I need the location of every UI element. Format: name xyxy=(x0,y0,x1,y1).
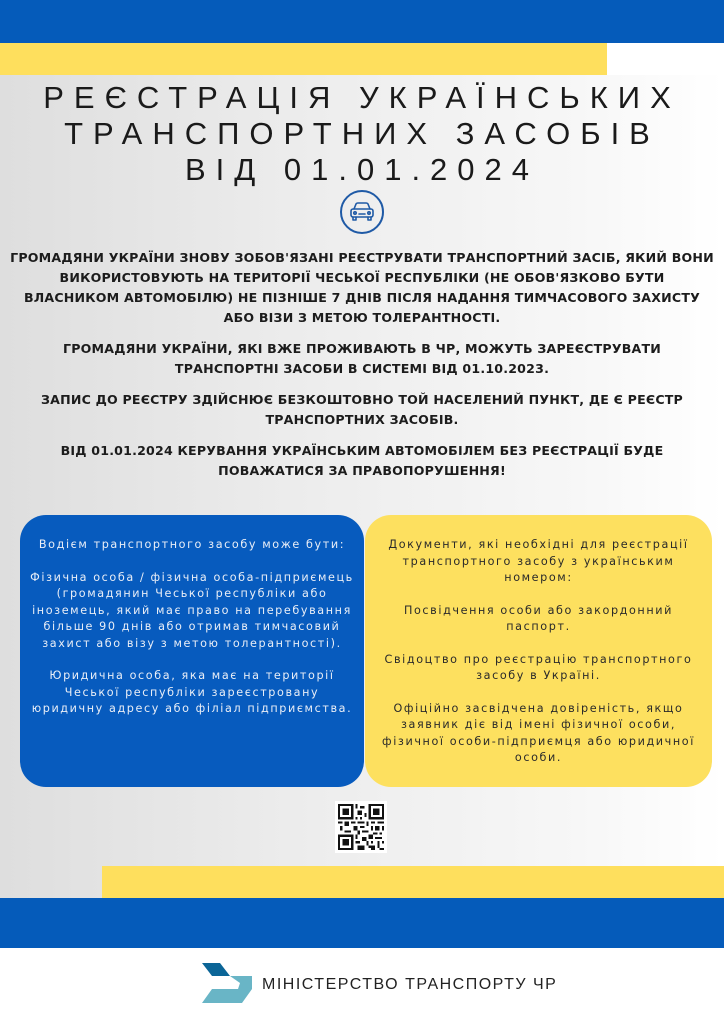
title-line-1: РЕЄСТРАЦІЯ УКРАЇНСЬКИХ xyxy=(43,80,681,115)
driver-box-paragraph: Юридична особа, яка має на території Чеської республіки зареєстровану юридичну адресу або філіал підприємства. xyxy=(31,669,353,715)
ministry-logo-icon xyxy=(200,963,254,1007)
intro-paragraph: ВІД 01.01.2024 КЕРУВАННЯ УКРАЇНСЬКИМ АВТОМОБІЛЕМ БЕЗ РЕЄСТРАЦІЇ БУДЕ ПОВАЖАТИСЯ ЗА ПРАВОПОРУШЕННЯ! xyxy=(60,443,664,478)
title-line-3: ВІД 01.01.2024 xyxy=(184,152,540,187)
footer xyxy=(200,965,557,1005)
documents-box-heading: Документи, які необхідні для реєстрації транспортного засобу з українським номером: xyxy=(388,538,689,584)
top-blue-band xyxy=(0,0,724,43)
documents-box-paragraph: Свідоцтво про реєстрацію транспортного засобу в Україні. xyxy=(384,652,693,682)
top-white-band xyxy=(607,43,724,75)
intro-paragraph: ЗАПИС ДО РЕЄСТРУ ЗДІЙСНЮЄ БЕЗКОШТОВНО ТОЙ НАСЕЛЕНИЙ ПУНКТ, ДЕ Є РЕЄСТР ТРАНСПОРТНИХ ЗАСОБІВ. xyxy=(41,392,683,427)
driver-info-box xyxy=(20,515,364,787)
title-line-2: ТРАНСПОРТНИХ ЗАСОБІВ xyxy=(64,116,660,151)
driver-box-heading: Водієм транспортного засобу може бути: xyxy=(38,538,346,551)
page-title xyxy=(0,80,724,188)
car-icon xyxy=(340,190,384,234)
bottom-yellow-band xyxy=(102,866,724,898)
documents-info-box xyxy=(365,515,712,787)
top-yellow-band xyxy=(0,43,607,75)
intro-paragraph: ГРОМАДЯНИ УКРАЇНИ ЗНОВУ ЗОБОВ'ЯЗАНІ РЕЄСТРУВАТИ ТРАНСПОРТНИЙ ЗАСІБ, ЯКИЙ ВОНИ ВИКОРИСТОВУЮТЬ НА ТЕРИТОРІЇ ЧЕСЬКОЇ РЕСПУБЛІКИ (НЕ ОБОВ'ЯЗКОВО БУТИ ВЛАСНИКОМ АВТОМОБІЛЮ) НЕ ПІЗНІШЕ 7 ДНІВ ПІСЛЯ НАДАННЯ ТИМЧАСОВОГО ЗАХИСТУ АБО ВІЗИ З МЕТОЮ ТОЛЕРАНТНОСТІ. xyxy=(10,250,714,325)
qr-code-icon[interactable] xyxy=(335,801,387,853)
documents-box-paragraph: Офіційно засвідчена довіреність, якщо заявник діє від імені фізичної особи, фізичної особи-підприємця або юридичної особи. xyxy=(382,701,695,764)
intro-text xyxy=(10,248,714,492)
intro-paragraph: ГРОМАДЯНИ УКРАЇНИ, ЯКІ ВЖЕ ПРОЖИВАЮТЬ В ЧР, МОЖУТЬ ЗАРЕЄСТРУВАТИ ТРАНСПОРТНІ ЗАСОБИ В СИСТЕМІ ВІД 01.10.2023. xyxy=(62,341,662,376)
ministry-name: МІНІСТЕРСТВО ТРАНСПОРТУ ЧР xyxy=(262,976,558,993)
driver-box-paragraph: Фізична особа / фізична особа-підприємець (громадянин Чеської республіки або іноземець, який має право на перебування більше 90 днів або отримав тимчасовий захист або візу з метою толерантності). xyxy=(30,570,354,650)
documents-box-paragraph: Посвідчення особи або закордонний паспорт. xyxy=(403,603,674,633)
bottom-blue-band xyxy=(0,898,724,948)
